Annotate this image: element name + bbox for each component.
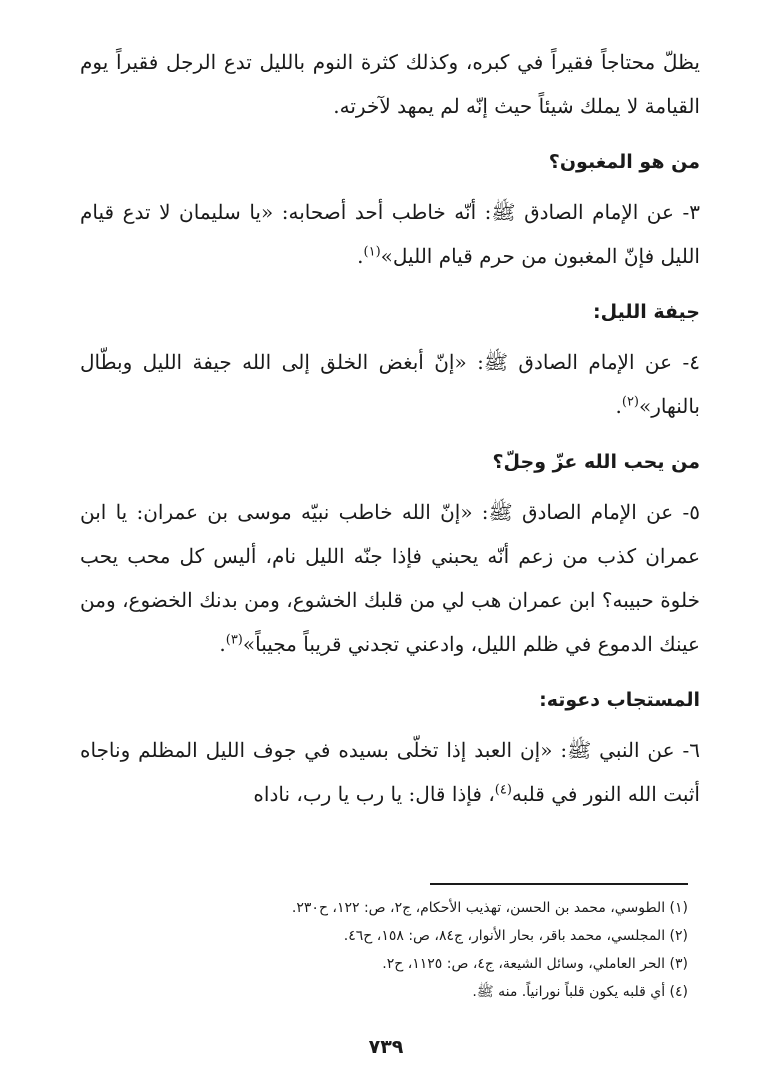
heading-mustajab: المستجاب دعوته: [539, 689, 700, 711]
hadith-4-text: ٤- عن الإمام الصادق ﷺ: «إنّ أبغض الخلق إلى الله جيفة الليل وبطّال بالنهار» [80, 350, 700, 418]
hadith-6-text-b: ، فإذا قال: يا رب يا رب، ناداه [253, 782, 495, 806]
hadith-5: ٥- عن الإمام الصادق ﷺ: «إنّ الله خاطب نبيّه موسى بن عمران: يا ابن عمران كذب من زعم أنّه يحبني فإذا جنّه الليل نام، أليس كل محب يحب خلوة حبيبه؟ ابن عمران هب لي من قلبك الخشوع، ومن بدنك الخضوع، ومن عينك الدموع في ظلم الليل، وادعني تجدني قريباً مجيباً»$^{(٣)}$. [80, 500, 700, 656]
page-number: ٧٣٩ [368, 1036, 404, 1058]
intro-text: يظلّ محتاجاً فقيراً في كبره، وكذلك كثرة النوم بالليل تدع الرجل فقيراً يوم القيامة لا يملك شيئاً حيث إنّه لم يمهد لآخرته. [80, 50, 700, 118]
footnote-3: (٣) الحر العاملي، وسائل الشيعة، ج٤، ص: ١١٢٥، ح٢. [382, 956, 688, 972]
footnote-divider [430, 883, 688, 885]
footnote-4: (٤) أي قلبه يكون قلباً نورانياً. منه ﷺ. [472, 984, 688, 1000]
hadith-6-text-a: ٦- عن النبي ﷺ: «إن العبد إذا تخلّى بسيده في جوف الليل المظلم وناجاه أثبت الله النور في قلبه [80, 738, 700, 806]
heading-maghboon: من هو المغبون؟ [548, 151, 700, 173]
footnote-1: (١) الطوسي، محمد بن الحسن، تهذيب الأحكام، ج٢، ص: ١٢٢، ح٢٣٠. [291, 900, 688, 916]
hadith-6 [80, 728, 700, 816]
hadith-4: ٤- عن الإمام الصادق ﷺ: «إنّ أبغض الخلق إلى الله جيفة الليل وبطّال بالنهار»$^{(٢)}$. [80, 350, 700, 418]
footnote-2: (٢) المجلسي، محمد باقر، بحار الأنوار، ج٨٤، ص: ١٥٨، ح٤٦. [343, 928, 688, 944]
main-text [80, 40, 700, 820]
heading-jeefat-al-layl: جيفة الليل: [593, 301, 700, 323]
footnote-ref-1[interactable]: (١) [363, 244, 381, 260]
hadith-5-text: ٥- عن الإمام الصادق ﷺ: «إنّ الله خاطب نبيّه موسى بن عمران: يا ابن عمران كذب من زعم أنّه يحبني فإذا جنّه الليل نام، أليس كل محب يحب خلوة حبيبه؟ ابن عمران هب لي من قلبك الخشوع، ومن بدنك الخضوع، ومن عينك الدموع في ظلم الليل، وادعني تجدني قريباً مجيباً» [80, 500, 700, 656]
footnote-ref-3[interactable]: (٣) [225, 632, 243, 648]
hadith-3: ٣- عن الإمام الصادق ﷺ: أنّه خاطب أحد أصحابه: «يا سليمان لا تدع قيام الليل فإنّ المغبون من حرم قيام الليل»$^{(١)}$. [80, 200, 700, 268]
footnote-ref-4[interactable]: (٤) [494, 782, 512, 798]
heading-who-loves-allah: من يحب الله عزّ وجلّ؟ [492, 451, 700, 473]
intro-paragraph [80, 40, 700, 128]
footnotes [88, 894, 688, 1006]
footnote-ref-2[interactable]: (٢) [621, 394, 639, 410]
hadith-3-text: ٣- عن الإمام الصادق ﷺ: أنّه خاطب أحد أصحابه: «يا سليمان لا تدع قيام الليل فإنّ المغبون من حرم قيام الليل» [80, 200, 700, 268]
